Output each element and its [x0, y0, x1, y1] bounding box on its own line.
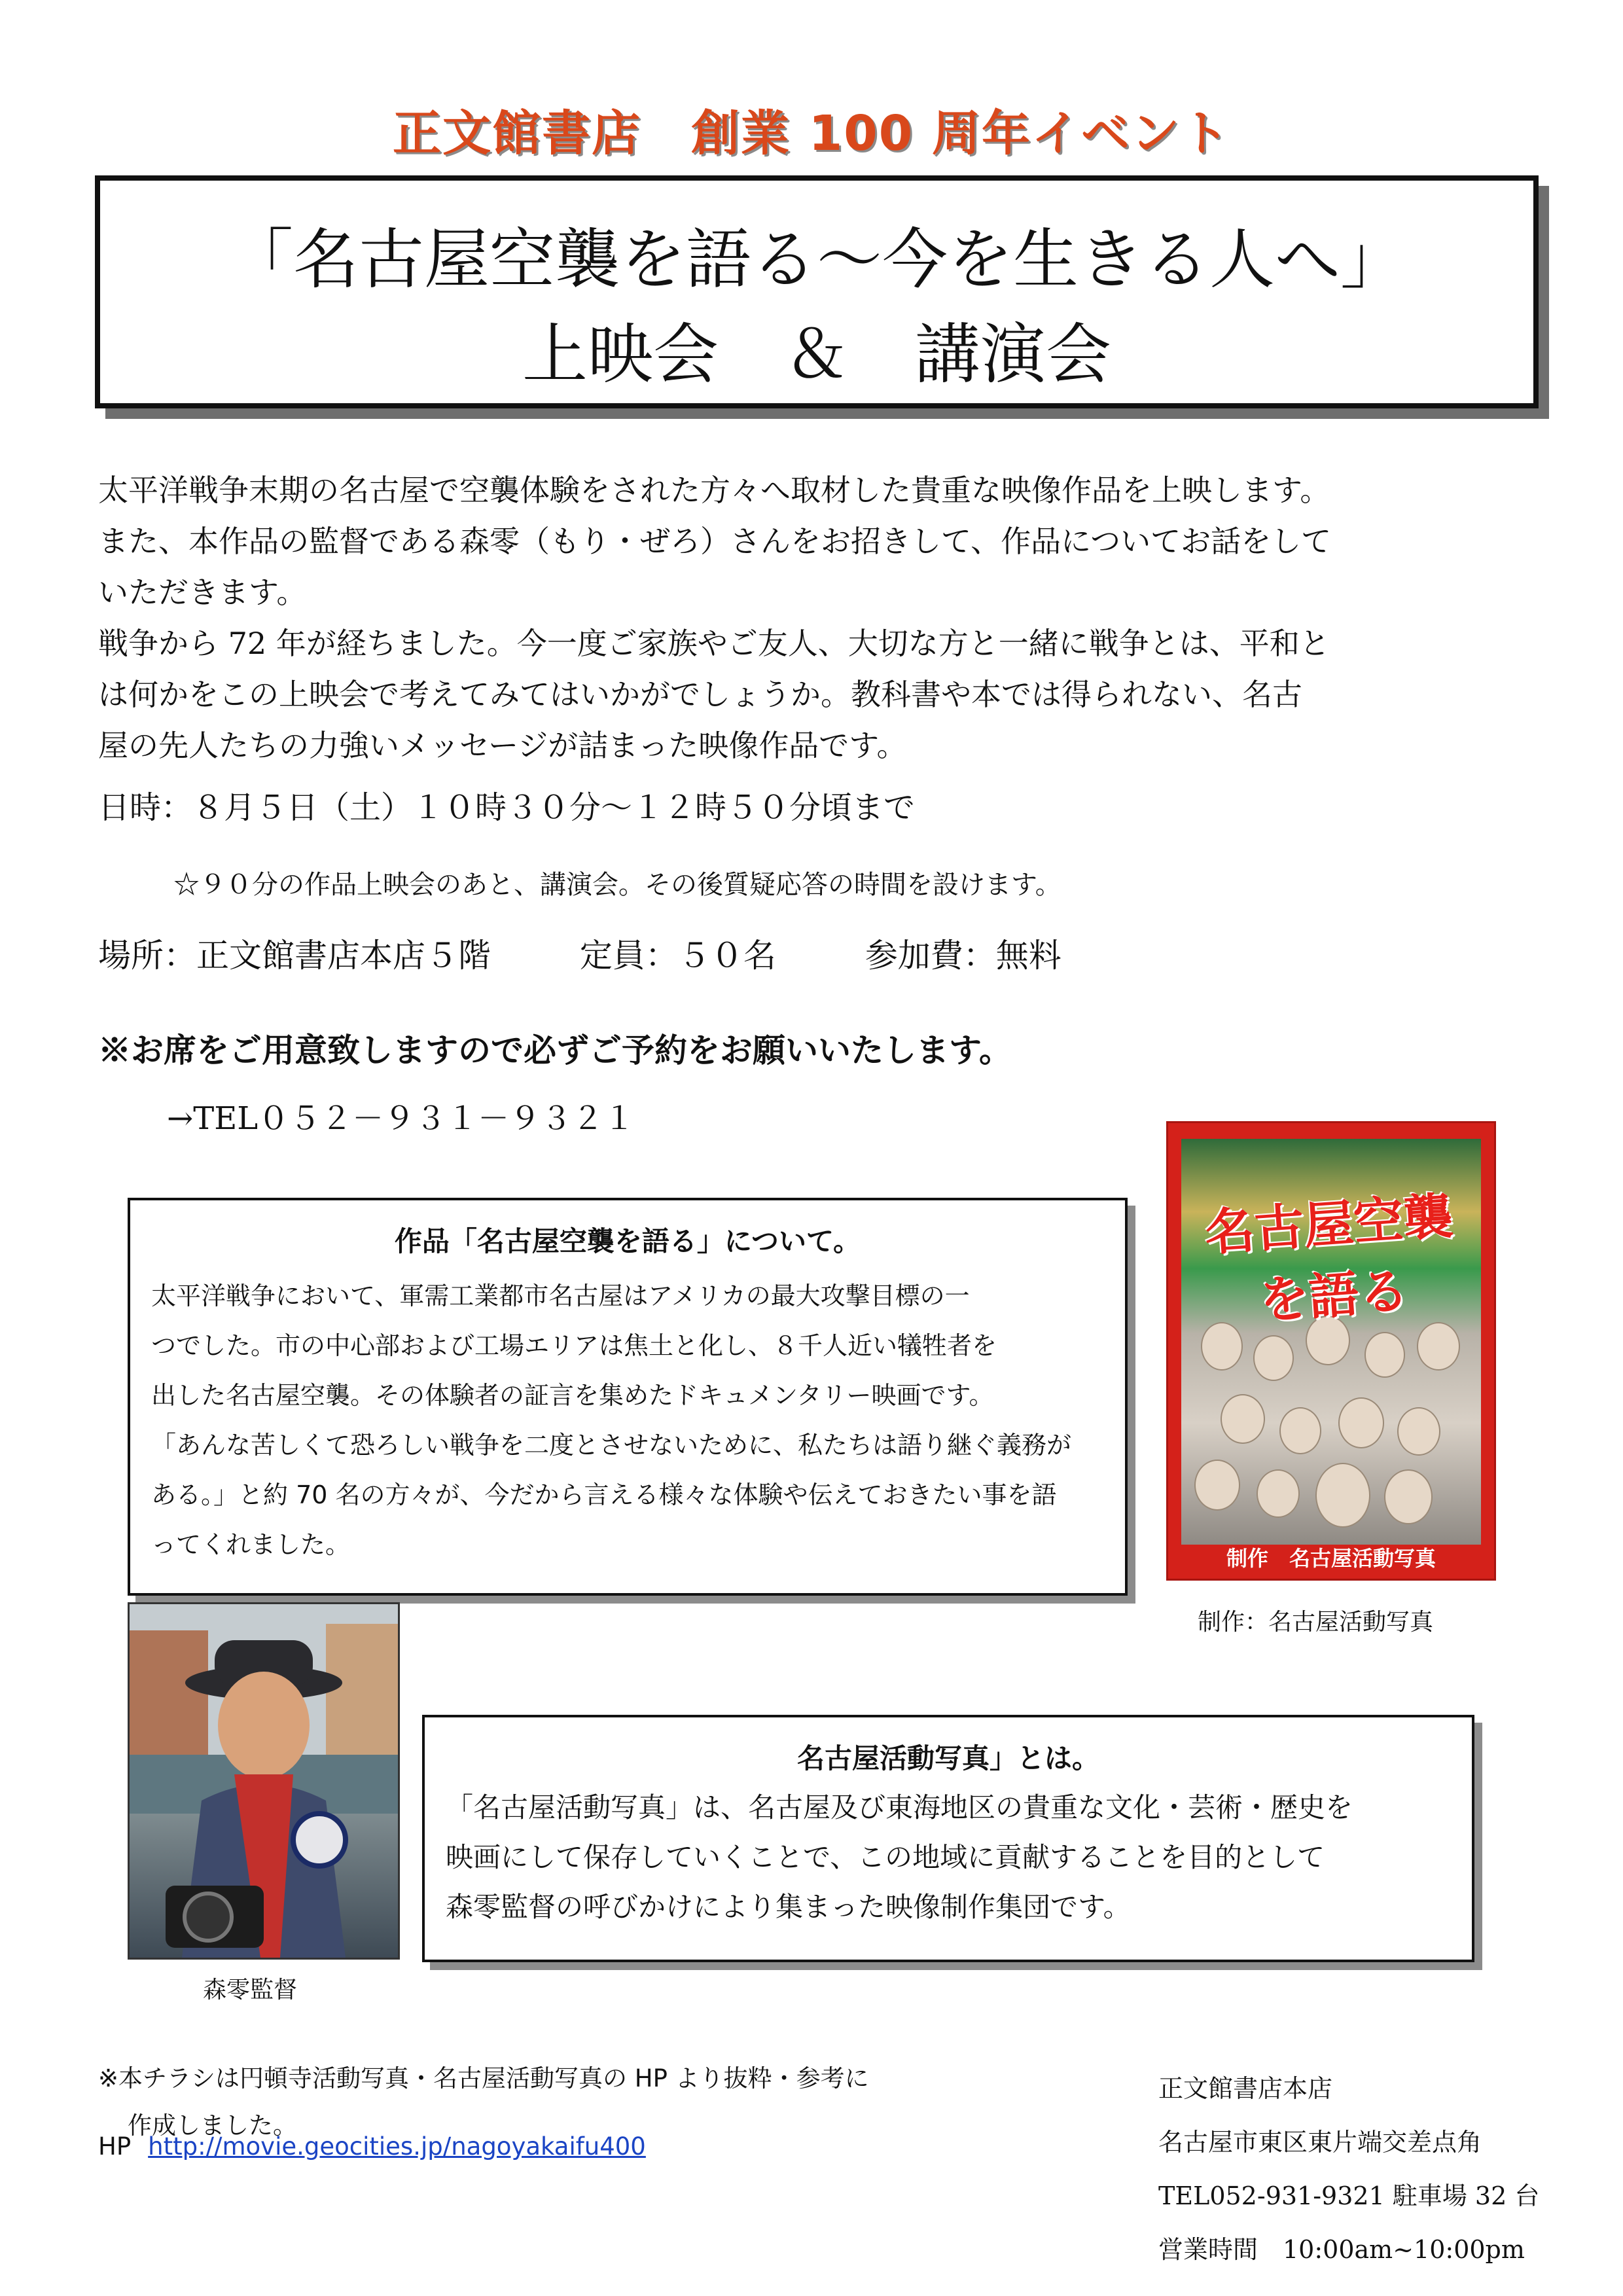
work-info-body [151, 1271, 1112, 1570]
group-info-line: 映画にして保存していくことで、この地域に貢献することを目的として [446, 1841, 1325, 1873]
intro-line: いただきます。 [98, 575, 307, 610]
movie-poster [1166, 1121, 1496, 1581]
group-info-line: 森零監督の呼びかけにより集まった映像制作集団です。 [446, 1891, 1131, 1923]
store-name: 正文館書店本店 [1158, 2074, 1333, 2103]
poster-face [1384, 1469, 1433, 1524]
poster-caption: 制作：名古屋活動写真 [1198, 1609, 1434, 1636]
event-capacity: 定員：５０名 [579, 937, 776, 975]
footnote-line: 作成しました。 [128, 2111, 297, 2140]
director-illustration [130, 1604, 398, 1958]
poster-face [1221, 1394, 1265, 1444]
title-line-2: 上映会 ＆ 講演会 [522, 316, 1111, 393]
poster-title: 名古屋空襲を語る [1202, 1186, 1455, 1330]
store-tel-parking: TEL052-931-9321 駐車場 32 台 [1158, 2181, 1540, 2210]
event-details-row [98, 929, 1140, 977]
work-info-line: つでした。市の中心部および工場エリアは焦土と化し、８千人近い犠牲者を [151, 1331, 997, 1360]
work-info-line: ある。」と約 70 名の方々が、今だから言える様々な体験や伝えておきたい事を語 [151, 1480, 1057, 1509]
poster-face [1315, 1463, 1370, 1528]
group-info-body [446, 1783, 1459, 1932]
store-hours: 営業時間 10:00am~10:00pm [1158, 2235, 1525, 2264]
work-info-title: 作品「名古屋空襲を語る」について。 [394, 1225, 861, 1257]
poster-face [1338, 1397, 1384, 1448]
director-photo [128, 1602, 400, 1960]
reservation-notice: ※お席をご用意致しますので必ずご予約をお願いいたします。 [98, 1031, 1012, 1069]
work-info-line: 「あんな苦しくて恐ろしい戦争を二度とさせないために、私たちは語り継ぐ義務が [151, 1431, 1072, 1460]
title-line-1: 「名古屋空襲を語る～今を生きる人へ」 [228, 221, 1406, 298]
poster-face [1279, 1407, 1321, 1454]
poster-face [1194, 1460, 1240, 1511]
store-address: 名古屋市東区東片端交差点角 [1158, 2128, 1482, 2157]
poster-face [1397, 1407, 1440, 1456]
intro-line: 屋の先人たちの力強いメッセージが詰まった映像作品です。 [98, 728, 907, 763]
work-info-box [128, 1198, 1128, 1596]
poster-credit: 制作 名古屋活動写真 [1226, 1546, 1436, 1571]
poster-face [1257, 1469, 1300, 1518]
intro-line: また、本作品の監督である森零（もり・ぜろ）さんをお招きして、作品についてお話をして [98, 524, 1332, 559]
reservation-tel: →TEL０５２－９３１－９３２１ [167, 1100, 635, 1137]
group-info-box [422, 1715, 1474, 1962]
hp-label: HP [98, 2132, 132, 2161]
program-note: ☆９０分の作品上映会のあと、講演会。その後質疑応答の時間を設けます。 [173, 870, 1061, 900]
title-box [95, 175, 1539, 408]
event-fee: 参加費：無料 [865, 937, 1061, 975]
work-info-line: ってくれました。 [151, 1530, 351, 1559]
poster-image [1181, 1139, 1481, 1545]
store-info [1158, 2062, 1539, 2276]
homepage-link[interactable]: http://movie.geocities.jp/nagoyakaifu400 [148, 2132, 646, 2161]
group-info-title: 名古屋活動写真」とは。 [796, 1742, 1099, 1774]
work-info-line: 出した名古屋空襲。その体験者の証言を集めたドキュメンタリー映画です。 [151, 1381, 994, 1410]
event-place: 場所：正文館書店本店５階 [98, 937, 491, 975]
event-date: 日時：８月５日（土）１０時３０分～１２時５０分頃まで [98, 789, 916, 826]
poster-face [1417, 1322, 1460, 1371]
work-info-line: 太平洋戦争において、軍需工業都市名古屋はアメリカの最大攻撃目標の一 [151, 1282, 970, 1310]
homepage-row [98, 2132, 646, 2161]
event-header: 正文館書店 創業 100 周年イベント [393, 105, 1230, 162]
intro-line: 戦争から 72 年が経ちました。今一度ご家族やご友人、大切な方と一緒に戦争とは、平和と [98, 626, 1330, 661]
director-caption: 森零監督 [203, 1977, 298, 2003]
intro-line: 太平洋戦争末期の名古屋で空襲体験をされた方々へ取材した貴重な映像作品を上映します。 [98, 473, 1330, 508]
intro-line: は何かをこの上映会で考えてみてはいかがでしょうか。教科書や本では得られない、名古 [98, 677, 1302, 712]
footnote-line: ※本チラシは円頓寺活動写真・名古屋活動写真の HP より抜粋・参考に [98, 2064, 869, 2092]
intro-text [98, 465, 1551, 771]
poster-face [1364, 1332, 1405, 1378]
group-info-line: 「名古屋活動写真」は、名古屋及び東海地区の貴重な文化・芸術・歴史を [446, 1791, 1353, 1823]
poster-face [1253, 1335, 1294, 1381]
